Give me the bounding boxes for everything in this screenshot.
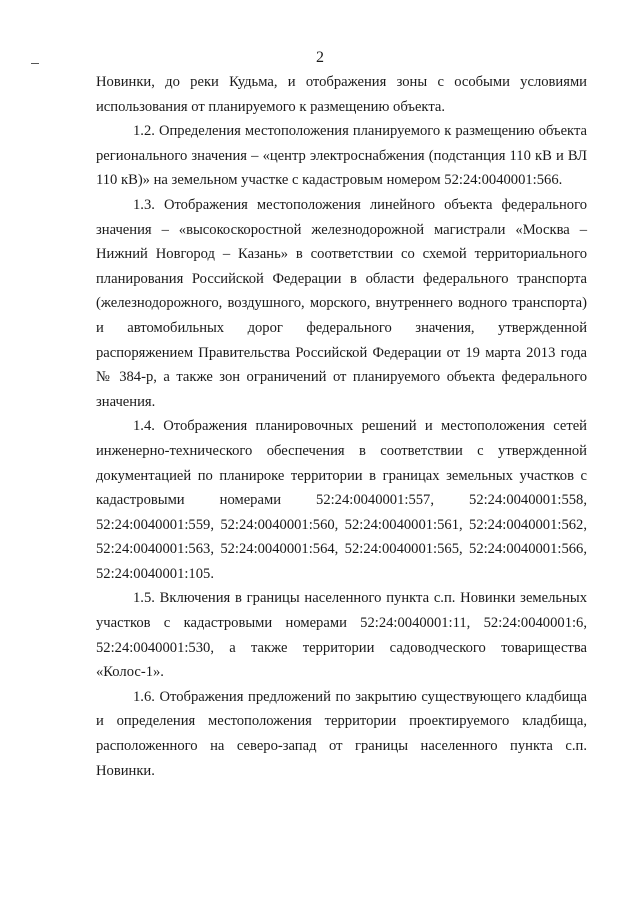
document-body [96, 70, 587, 783]
paragraph-1-4: 1.4. Отображения планировочных решений и местоположения сетей инженерно-технического обеспечения в соответствии с утвержденной документацией по планироке территории в границах земельных участков с кадастровыми номерами 52:24:0040001:557, 52:24:0040001:558, 52:24:0040001:559, 52:24:0040001:560, 52:24:0040001:561, 52:24:0040001:562, 52:24:0040001:563, 52:24:0040001:564, 52:24:0040001:565, 52:24:0040001:566, 52:24:0040001:105. [96, 418, 587, 582]
paragraph-continuation: Новинки, до реки Кудьма, и отображения зоны с особыми условиями использования от планируемого к размещению объекта. [96, 74, 587, 115]
paragraph-1-6: 1.6. Отображения предложений по закрытию существующего кладбища и определения местоположения территории проектируемого кладбища, расположенного на северо-запад от границы населенного пункта с.п. Новинки. [96, 688, 587, 779]
paragraph-1-3: 1.3. Отображения местоположения линейного объекта федерального значения – «высокоскоростной железнодорожной магистрали «Москва – Нижний Новгород – Казань» в соответствии со схемой территориального планирования Российской Федерации в области федерального транспорта (железнодорожного, воздушного, морского, внутреннего водного транспорта) и автомобильных дорог федерального значения, утвержденной распоряжением Правительства Российской Федерации от 19 марта 2013 года № 384-р, а также зон ограничений от планируемого объекта федерального значения. [96, 196, 587, 410]
page-number: 2 [316, 49, 324, 66]
paragraph-1-2: 1.2. Определения местоположения планируемого к размещению объекта регионального значения – «центр электроснабжения (подстанция 110 кВ и ВЛ 110 кВ)» на земельном участке с кадастровым номером 52:24:0040001:566. [96, 123, 587, 189]
paragraph-1-5: 1.5. Включения в границы населенного пункта с.п. Новинки земельных участков с кадастровыми номерами 52:24:0040001:11, 52:24:0040001:6, 52:24:0040001:530, а также территории садоводческого товарищества «Колос-1». [96, 590, 587, 681]
